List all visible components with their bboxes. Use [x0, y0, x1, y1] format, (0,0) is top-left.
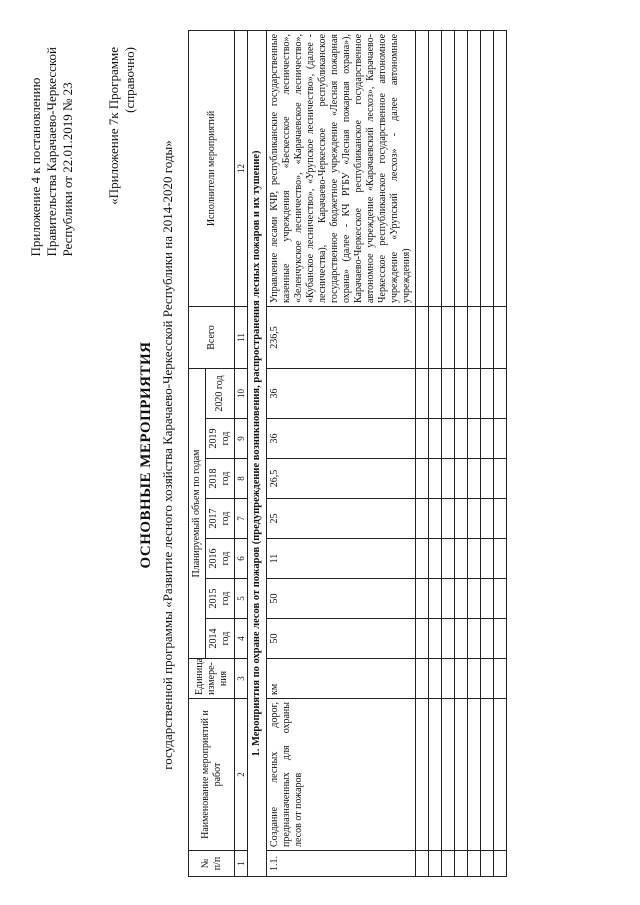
header-year: 2015 год: [206, 579, 235, 619]
empty-row: [468, 30, 481, 876]
col-number: 6: [235, 539, 248, 579]
empty-row: [442, 30, 455, 876]
row-value: 36: [267, 368, 416, 418]
row-value: 50: [267, 579, 416, 619]
col-number: 10: [235, 368, 248, 418]
row-value: 25: [267, 499, 416, 539]
appendix-ref-line: «Приложение 7к Программе: [106, 47, 121, 205]
document-title: ОСНОВНЫЕ МЕРОПРИЯТИЯ: [138, 341, 154, 569]
header-num: № п/п: [189, 851, 235, 877]
header-year: 2018 год: [206, 459, 235, 499]
header-year: 2016 год: [206, 539, 235, 579]
document-subtitle: государственной программы «Развитие лесного хозяйства Карачаево-Черкесской Республики на 2014-2020 годы»: [160, 140, 175, 770]
col-number: 8: [235, 459, 248, 499]
measures-table: [188, 30, 507, 877]
header-line: Республики от 22.01.2019 № 23: [60, 82, 75, 257]
row-value: 11: [267, 539, 416, 579]
empty-row: [429, 30, 442, 876]
row-total: 236,5: [267, 306, 416, 368]
row-name: Создание лесных дорог, предназначенных для охраны лесов от пожаров: [267, 699, 416, 851]
header-planned-volume: Планируемый объем по годам: [189, 368, 206, 658]
col-number: 7: [235, 499, 248, 539]
col-number: 11: [235, 306, 248, 368]
header-executors: Исполнители мероприятий: [189, 30, 235, 306]
col-number: 1: [235, 851, 248, 877]
row-executors: Управление лесами КЧР, республиканские государственные казенные учреждения «Бескесское лесничество», «Зеленчукское лесничество», «Карачаевское лесничество», «Кубанское лесничество», «Урупское лесничество», (далее - лесничества), Карачаево-Черкесское республиканское государственное бюджетное учреждение «Лесная пожарная охрана» (далее - КЧ РГБУ «Лесная пожарная охрана»), Карачаево-Черкесское республиканское государственное автономное учреждение «Карачаевский лесхоз», Карачаево-Черкесское республиканское государственное автономное учреждение «Урупский лесхоз» - далее автономные учреждения): [267, 30, 416, 306]
row-value: 36: [267, 419, 416, 459]
header-name: Наименование мероприятий и работ: [189, 699, 235, 851]
section-row: [248, 30, 267, 876]
header-line: Правительства Карачаево-Черкесской: [44, 47, 59, 257]
col-number: 9: [235, 419, 248, 459]
col-number: 4: [235, 619, 248, 659]
row-value: 50: [267, 619, 416, 659]
header-year: 2014 год: [206, 619, 235, 659]
col-number: 5: [235, 579, 248, 619]
empty-row: [494, 30, 507, 876]
header-unit: Единица измере-ния: [189, 659, 235, 699]
column-number-row: [235, 30, 248, 876]
header-row-1: [189, 30, 206, 876]
col-number: 2: [235, 699, 248, 851]
row-unit: км: [267, 659, 416, 699]
rotated-content: [20, 25, 620, 885]
header-year: 2017 год: [206, 499, 235, 539]
empty-row: [416, 30, 429, 876]
row-num: 1.1.: [267, 851, 416, 877]
appendix-ref-note: (справочно): [122, 47, 137, 113]
empty-row: [455, 30, 468, 876]
appendix-reference: [106, 47, 138, 205]
col-number: 12: [235, 30, 248, 306]
header-line: Приложение 4 к постановлению: [28, 77, 43, 257]
table-row: [267, 30, 416, 876]
header-year: 2020 год: [206, 368, 235, 418]
col-number: 3: [235, 659, 248, 699]
resolution-header: [28, 47, 76, 257]
row-value: 26,5: [267, 459, 416, 499]
empty-row: [481, 30, 494, 876]
header-total: Всего: [189, 306, 235, 368]
section-title: 1. Мероприятия по охране лесов от пожаров (предупреждение возникновения, распространения лесных пожаров и их тушение): [248, 30, 267, 876]
header-year: 2019 год: [206, 419, 235, 459]
